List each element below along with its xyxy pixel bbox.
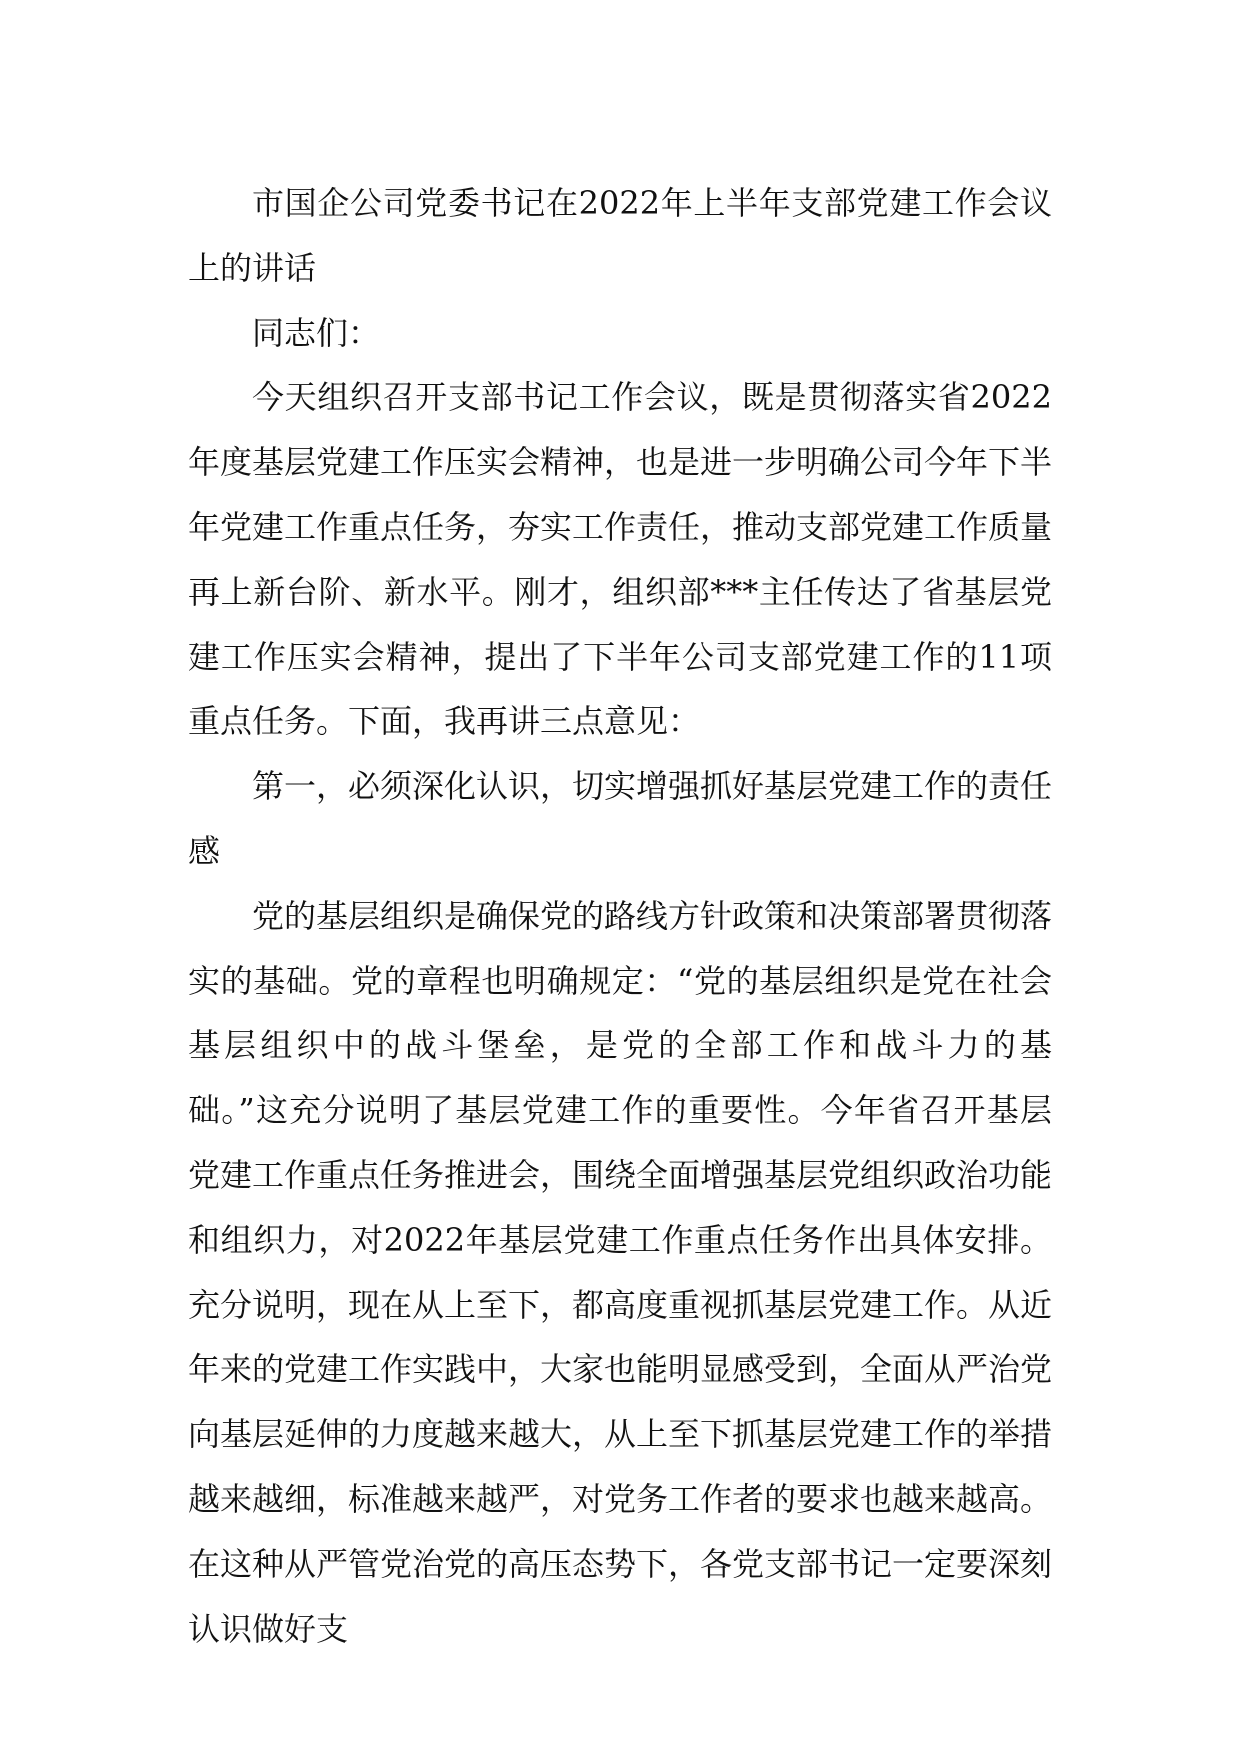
document-title: 市国企公司党委书记在2022年上半年支部党建工作会议上的讲话 (188, 184, 1052, 287)
salutation: 同志们： (252, 313, 381, 352)
section-heading-first: 第一，必须深化认识，切实增强抓好基层党建工作的责任感 (188, 767, 1053, 870)
paragraph-intro: 今天组织召开支部书记工作会议，既是贯彻落实省2022年度基层党建工作压实会精神，也是进一步明确公司今年下半年党建工作重点任务，夯实工作责任，推动支部党建工作质量再上新台阶、新水平。刚才，组织部***主任传达了省基层党建工作压实会精神，提出了下半年公司支部党建工作的11项重点任务。下面，我再讲三点意见： (188, 378, 1053, 741)
document-body (188, 171, 1052, 1661)
paragraph-section-one: 党的基层组织是确保党的路线方针政策和决策部署贯彻落实的基础。党的章程也明确规定：“党的基层组织是党在社会基层组织中的战斗堡垒，是党的全部工作和战斗力的基础。”这充分说明了基层党建工作的重要性。今年省召开基层党建工作重点任务推进会，围绕全面增强基层党组织政治功能和组织力，对2022年基层党建工作重点任务作出具体安排。充分说明，现在从上至下，都高度重视抓基层党建工作。从近年来的党建工作实践中，大家也能明显感受到，全面从严治党向基层延伸的力度越来越大，从上至下抓基层党建工作的举措越来越细，标准越来越严，对党务工作者的要求也越来越高。在这种从严管党治党的高压态势下，各党支部书记一定要深刻认识做好支 (188, 896, 1053, 1648)
